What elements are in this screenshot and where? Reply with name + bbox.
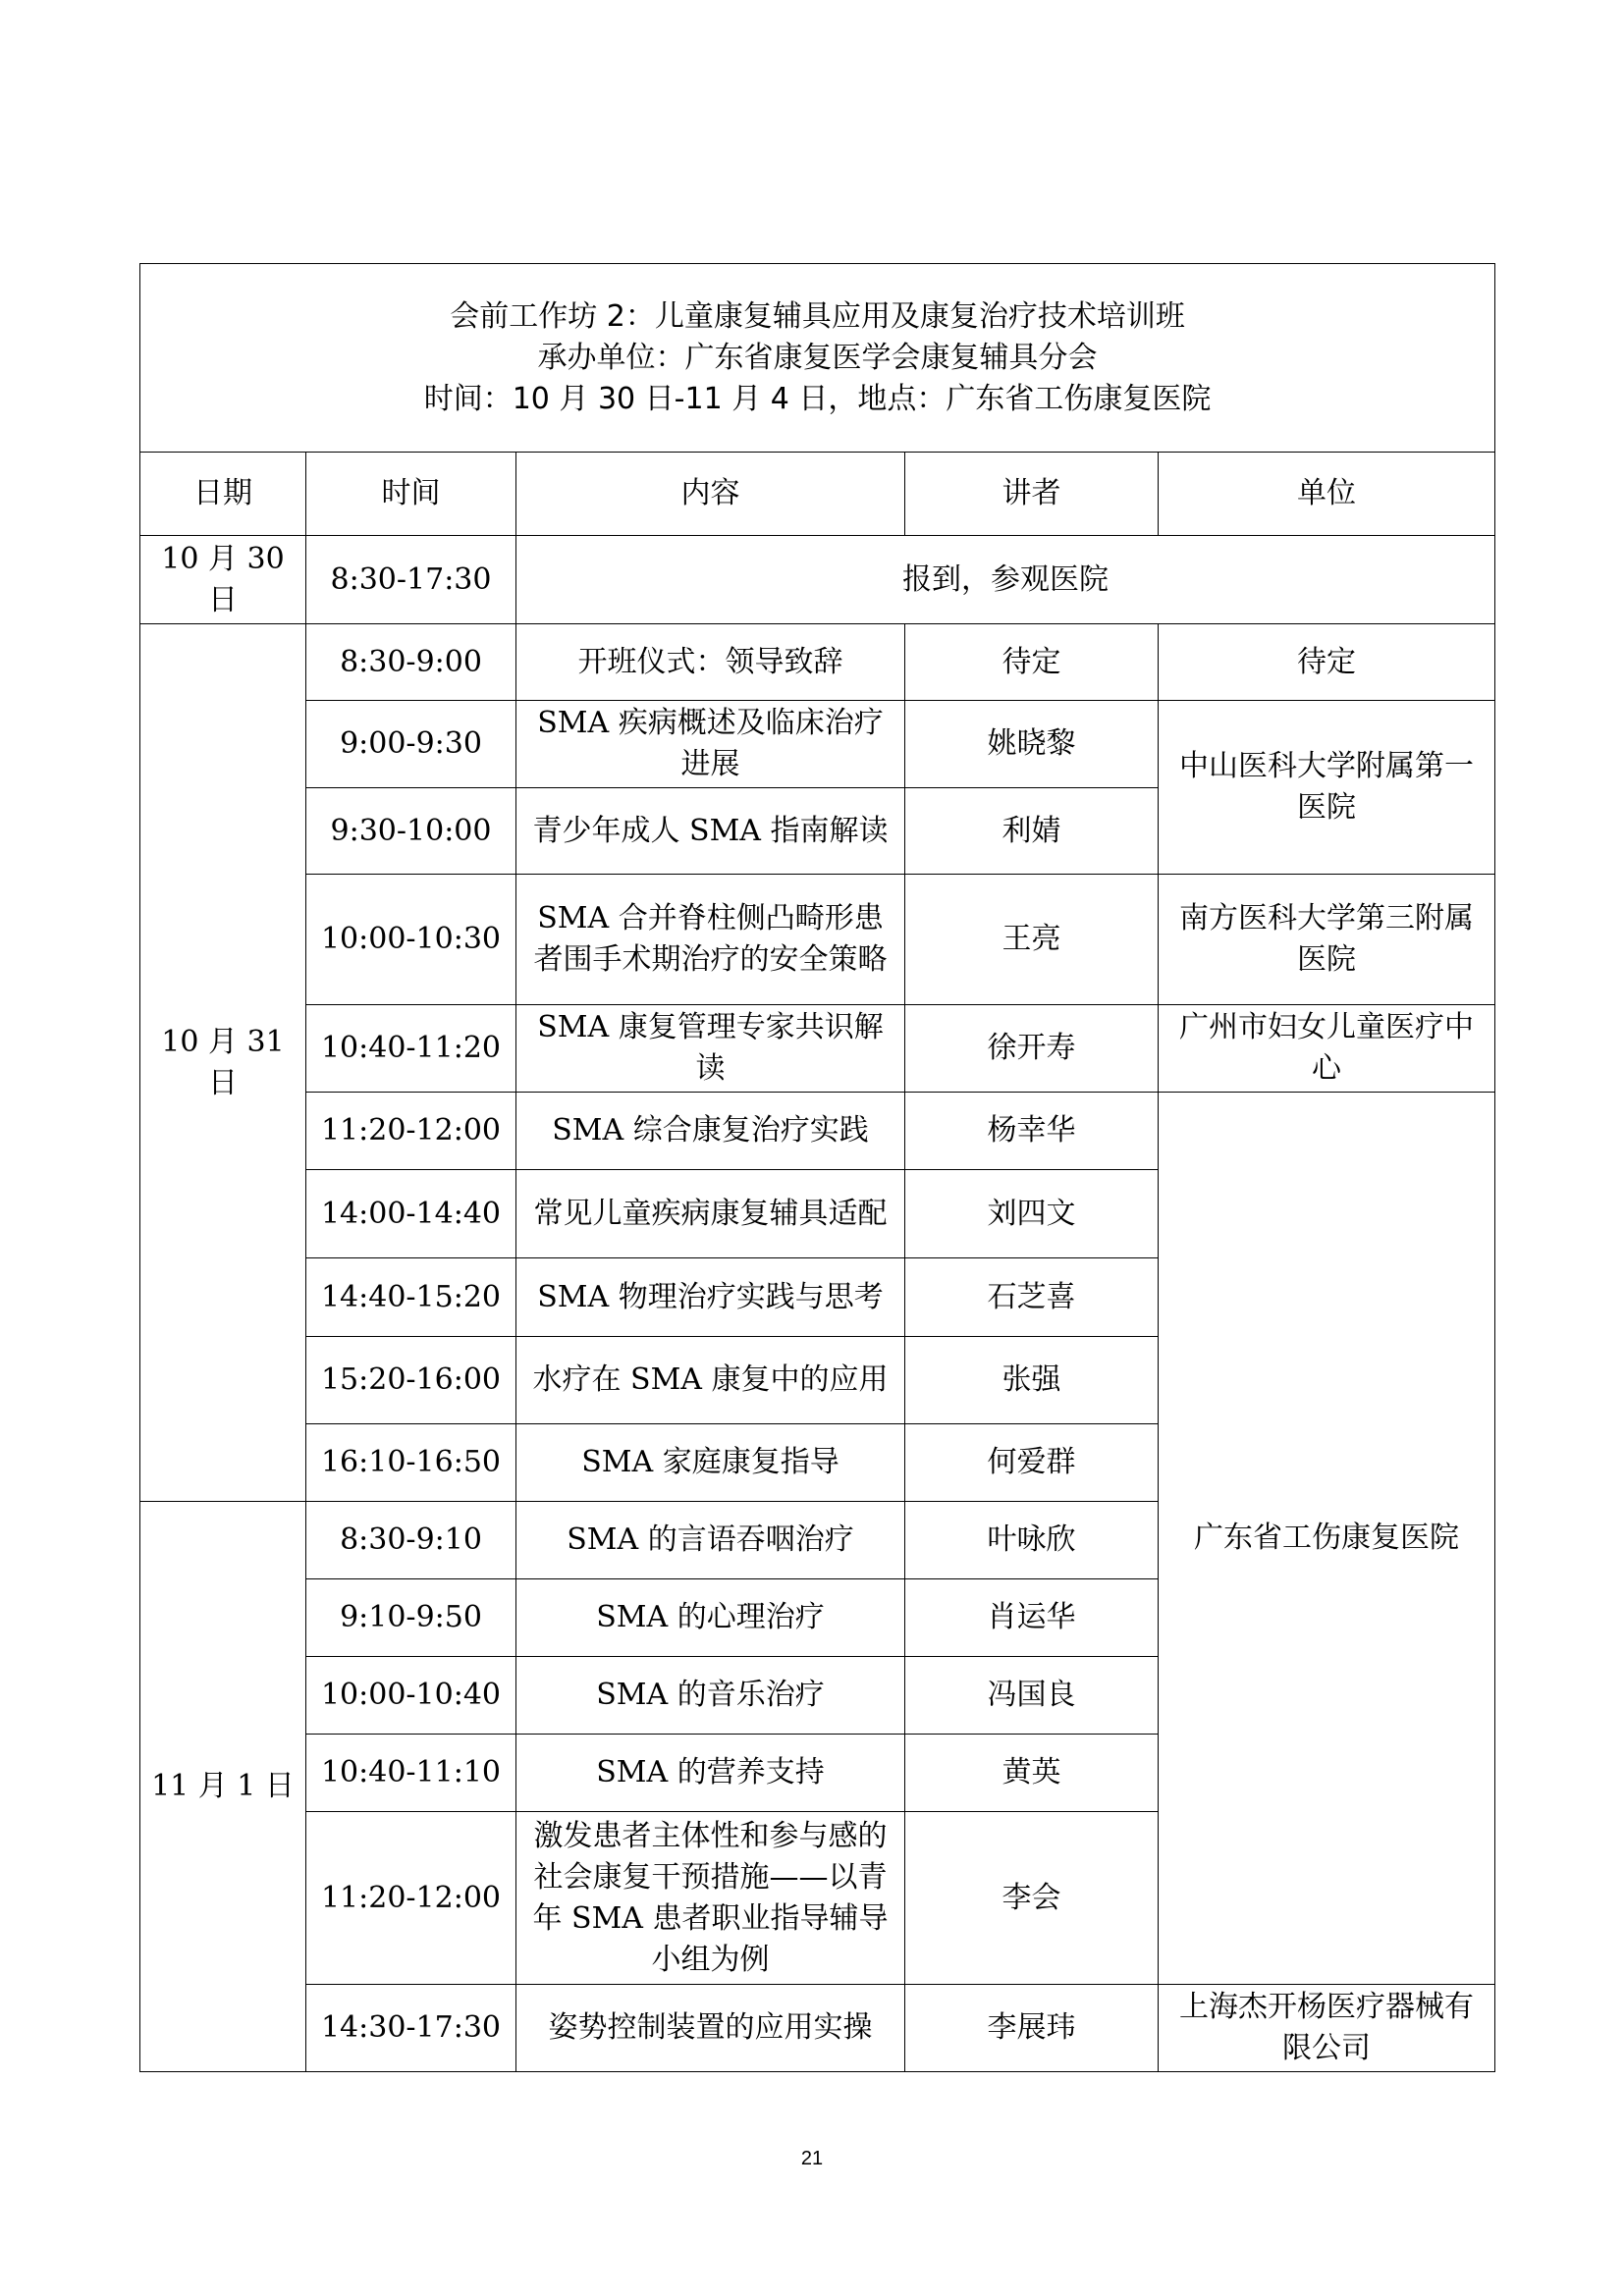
table-row (140, 536, 1495, 624)
column-header-row (140, 453, 1495, 536)
date-cell: 10 月 30 日 (140, 536, 306, 624)
table-row (140, 875, 1495, 1005)
content-cell: SMA 综合康复治疗实践 (516, 1093, 905, 1170)
title-line-1: 会前工作坊 2：儿童康复辅具应用及康复治疗技术培训班 (450, 298, 1185, 334)
content-cell: 常见儿童疾病康复辅具适配 (516, 1170, 905, 1258)
speaker-cell: 肖运华 (905, 1579, 1159, 1657)
content-cell: SMA 合并脊柱侧凸畸形患者围手术期治疗的安全策略 (516, 875, 905, 1005)
unit-cell: 广州市妇女儿童医疗中心 (1159, 1005, 1495, 1093)
time-cell: 15:20-16:00 (306, 1337, 516, 1424)
time-cell: 10:00-10:40 (306, 1657, 516, 1735)
content-cell: SMA 的心理治疗 (516, 1579, 905, 1657)
table-row (140, 1005, 1495, 1093)
time-cell: 8:30-9:00 (306, 624, 516, 701)
time-cell: 11:20-12:00 (306, 1093, 516, 1170)
table-row (140, 1093, 1495, 1170)
speaker-cell: 张强 (905, 1337, 1159, 1424)
workshop-title (140, 264, 1495, 453)
schedule-table (139, 263, 1495, 2072)
unit-cell: 上海杰开杨医疗器械有限公司 (1159, 1985, 1495, 2072)
unit-cell: 待定 (1159, 624, 1495, 701)
time-cell: 14:00-14:40 (306, 1170, 516, 1258)
col-header-time: 时间 (306, 453, 516, 536)
content-cell: 青少年成人 SMA 指南解读 (516, 788, 905, 875)
content-cell: 姿势控制装置的应用实操 (516, 1985, 905, 2072)
content-cell: 激发患者主体性和参与感的社会康复干预措施——以青年 SMA 患者职业指导辅导小组为例 (516, 1812, 905, 1985)
page-number: 21 (800, 2148, 824, 2169)
content-cell: SMA 的言语吞咽治疗 (516, 1502, 905, 1579)
speaker-cell: 黄英 (905, 1735, 1159, 1812)
time-cell: 9:10-9:50 (306, 1579, 516, 1657)
speaker-cell: 何爱群 (905, 1424, 1159, 1502)
time-cell: 8:30-17:30 (306, 536, 516, 624)
content-cell: SMA 康复管理专家共识解读 (516, 1005, 905, 1093)
col-header-unit: 单位 (1159, 453, 1495, 536)
time-cell: 10:00-10:30 (306, 875, 516, 1005)
time-cell: 16:10-16:50 (306, 1424, 516, 1502)
speaker-cell: 叶咏欣 (905, 1502, 1159, 1579)
time-cell: 10:40-11:20 (306, 1005, 516, 1093)
speaker-cell: 石芝喜 (905, 1258, 1159, 1337)
content-cell: 开班仪式：领导致辞 (516, 624, 905, 701)
time-cell: 14:30-17:30 (306, 1985, 516, 2072)
content-cell: SMA 家庭康复指导 (516, 1424, 905, 1502)
speaker-cell: 李会 (905, 1812, 1159, 1985)
col-header-content: 内容 (516, 453, 905, 536)
speaker-cell: 利婧 (905, 788, 1159, 875)
table-row (140, 624, 1495, 701)
title-row (140, 264, 1495, 453)
speaker-cell: 待定 (905, 624, 1159, 701)
content-cell: SMA 的音乐治疗 (516, 1657, 905, 1735)
speaker-cell: 王亮 (905, 875, 1159, 1005)
content-cell: 水疗在 SMA 康复中的应用 (516, 1337, 905, 1424)
speaker-cell: 杨幸华 (905, 1093, 1159, 1170)
time-cell: 9:00-9:30 (306, 701, 516, 788)
speaker-cell: 李展玮 (905, 1985, 1159, 2072)
unit-cell: 中山医科大学附属第一医院 (1159, 701, 1495, 875)
title-line-3: 时间：10 月 30 日-11 月 4 日，地点：广东省工伤康复医院 (423, 381, 1212, 416)
speaker-cell: 刘四文 (905, 1170, 1159, 1258)
content-cell: 报到，参观医院 (516, 536, 1495, 624)
col-header-date: 日期 (140, 453, 306, 536)
content-cell: SMA 物理治疗实践与思考 (516, 1258, 905, 1337)
speaker-cell: 姚晓黎 (905, 701, 1159, 788)
time-cell: 11:20-12:00 (306, 1812, 516, 1985)
time-cell: 10:40-11:10 (306, 1735, 516, 1812)
unit-cell: 广东省工伤康复医院 (1159, 1093, 1495, 1985)
time-cell: 8:30-9:10 (306, 1502, 516, 1579)
table-row (140, 1985, 1495, 2072)
speaker-cell: 冯国良 (905, 1657, 1159, 1735)
time-cell: 14:40-15:20 (306, 1258, 516, 1337)
date-cell: 10 月 31 日 (140, 624, 306, 1502)
table-row (140, 701, 1495, 788)
time-cell: 9:30-10:00 (306, 788, 516, 875)
content-cell: SMA 疾病概述及临床治疗进展 (516, 701, 905, 788)
content-cell: SMA 的营养支持 (516, 1735, 905, 1812)
speaker-cell: 徐开寿 (905, 1005, 1159, 1093)
unit-cell: 南方医科大学第三附属医院 (1159, 875, 1495, 1005)
title-line-2: 承办单位：广东省康复医学会康复辅具分会 (537, 340, 1098, 375)
col-header-speaker: 讲者 (905, 453, 1159, 536)
date-cell: 11 月 1 日 (140, 1502, 306, 2072)
